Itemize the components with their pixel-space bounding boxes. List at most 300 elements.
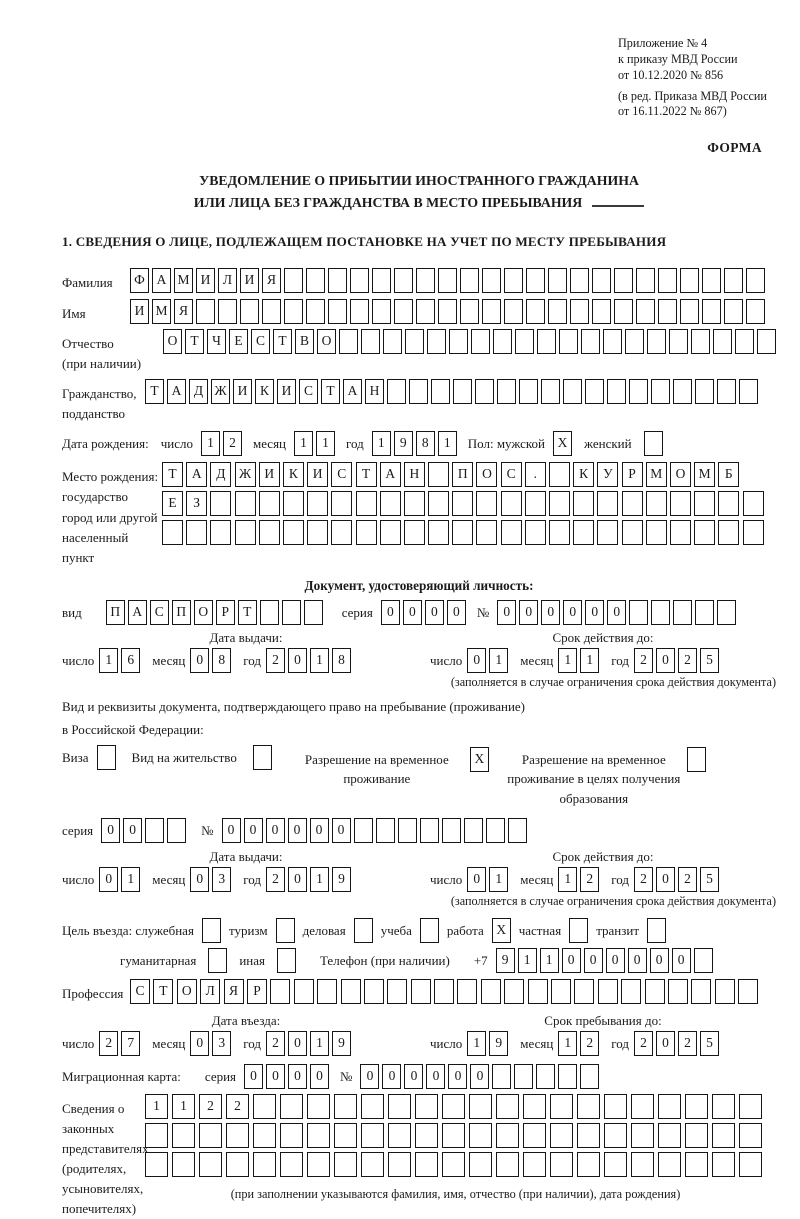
char-cell[interactable]	[551, 979, 571, 1004]
char-cell[interactable]: О	[177, 979, 197, 1004]
char-cell[interactable]: 0	[584, 948, 603, 973]
char-cell[interactable]	[317, 979, 337, 1004]
char-cell[interactable]: Д	[189, 379, 208, 404]
char-cell[interactable]: А	[186, 462, 207, 487]
char-cell[interactable]	[186, 520, 207, 545]
char-cell[interactable]: Р	[216, 600, 235, 625]
char-cell[interactable]: 1	[172, 1094, 195, 1119]
char-cell[interactable]	[202, 918, 221, 943]
char-cell[interactable]	[172, 1152, 195, 1177]
char-cell[interactable]	[405, 329, 424, 354]
char-cell[interactable]	[438, 268, 457, 293]
char-cell[interactable]: Т	[273, 329, 292, 354]
char-cell[interactable]	[549, 491, 570, 516]
char-cell[interactable]: 0	[360, 1064, 379, 1089]
char-cell[interactable]	[196, 299, 215, 324]
char-cell[interactable]: 2	[678, 867, 697, 892]
char-cell[interactable]	[476, 520, 497, 545]
char-cell[interactable]	[528, 979, 548, 1004]
char-cell[interactable]: Ф	[130, 268, 149, 293]
char-cell[interactable]	[460, 268, 479, 293]
char-cell[interactable]: И	[240, 268, 259, 293]
char-cell[interactable]: 0	[426, 1064, 445, 1089]
char-cell[interactable]	[523, 1123, 546, 1148]
char-cell[interactable]: С	[150, 600, 169, 625]
char-cell[interactable]	[743, 491, 764, 516]
char-cell[interactable]: Д	[210, 462, 231, 487]
char-cell[interactable]	[284, 299, 303, 324]
char-cell[interactable]: О	[670, 462, 691, 487]
char-cell[interactable]	[218, 299, 237, 324]
char-cell[interactable]: 9	[496, 948, 515, 973]
char-cell[interactable]	[668, 979, 688, 1004]
char-cell[interactable]	[685, 1094, 708, 1119]
char-cell[interactable]	[253, 1152, 276, 1177]
char-cell[interactable]	[585, 379, 604, 404]
char-cell[interactable]: В	[295, 329, 314, 354]
char-cell[interactable]	[581, 329, 600, 354]
char-cell[interactable]	[427, 329, 446, 354]
char-cell[interactable]: 1	[489, 648, 508, 673]
char-cell[interactable]: 0	[190, 648, 209, 673]
char-cell[interactable]	[449, 329, 468, 354]
char-cell[interactable]: А	[343, 379, 362, 404]
char-cell[interactable]	[496, 1123, 519, 1148]
char-cell[interactable]	[409, 379, 428, 404]
char-cell[interactable]: 8	[416, 431, 435, 456]
char-cell[interactable]	[442, 1152, 465, 1177]
char-cell[interactable]	[712, 1152, 735, 1177]
char-cell[interactable]: О	[317, 329, 336, 354]
char-cell[interactable]	[354, 918, 373, 943]
char-cell[interactable]: С	[331, 462, 352, 487]
char-cell[interactable]: 1	[310, 1031, 329, 1056]
char-cell[interactable]	[328, 299, 347, 324]
char-cell[interactable]: О	[194, 600, 213, 625]
purpose-tourism-checkbox[interactable]	[276, 918, 295, 943]
char-cell[interactable]	[383, 329, 402, 354]
char-cell[interactable]: 0	[123, 818, 142, 843]
char-cell[interactable]	[713, 329, 732, 354]
char-cell[interactable]: 1	[99, 648, 118, 673]
char-cell[interactable]	[670, 520, 691, 545]
char-cell[interactable]	[145, 1123, 168, 1148]
char-cell[interactable]: 0	[606, 948, 625, 973]
char-cell[interactable]: 5	[700, 867, 719, 892]
char-cell[interactable]	[404, 491, 425, 516]
char-cell[interactable]: А	[167, 379, 186, 404]
char-cell[interactable]	[570, 268, 589, 293]
char-cell[interactable]: 2	[266, 867, 285, 892]
char-cell[interactable]	[457, 979, 477, 1004]
char-cell[interactable]	[307, 1123, 330, 1148]
char-cell[interactable]	[550, 1094, 573, 1119]
char-cell[interactable]	[145, 1152, 168, 1177]
char-cell[interactable]	[235, 491, 256, 516]
char-cell[interactable]	[631, 1123, 654, 1148]
char-cell[interactable]: Е	[162, 491, 183, 516]
char-cell[interactable]	[550, 1152, 573, 1177]
char-cell[interactable]	[210, 520, 231, 545]
char-cell[interactable]	[276, 918, 295, 943]
char-cell[interactable]: 1	[489, 867, 508, 892]
char-cell[interactable]	[226, 1123, 249, 1148]
char-cell[interactable]	[636, 268, 655, 293]
char-cell[interactable]: 9	[394, 431, 413, 456]
char-cell[interactable]	[253, 745, 272, 770]
char-cell[interactable]	[724, 268, 743, 293]
char-cell[interactable]	[574, 979, 594, 1004]
char-cell[interactable]: 8	[332, 648, 351, 673]
char-cell[interactable]	[471, 329, 490, 354]
char-cell[interactable]	[573, 491, 594, 516]
char-cell[interactable]	[253, 1094, 276, 1119]
char-cell[interactable]	[644, 431, 663, 456]
char-cell[interactable]: 0	[519, 600, 538, 625]
purpose-humanitarian-checkbox[interactable]	[208, 948, 227, 973]
purpose-other-checkbox[interactable]	[277, 948, 296, 973]
char-cell[interactable]	[614, 268, 633, 293]
temp-permit-checkbox[interactable]	[470, 747, 489, 772]
char-cell[interactable]	[691, 979, 711, 1004]
char-cell[interactable]: 0	[190, 867, 209, 892]
char-cell[interactable]: 2	[266, 1031, 285, 1056]
purpose-study-checkbox[interactable]	[420, 918, 439, 943]
char-cell[interactable]	[658, 1094, 681, 1119]
char-cell[interactable]	[496, 1152, 519, 1177]
char-cell[interactable]: Б	[718, 462, 739, 487]
char-cell[interactable]: 3	[212, 867, 231, 892]
char-cell[interactable]: И	[196, 268, 215, 293]
char-cell[interactable]	[757, 329, 776, 354]
char-cell[interactable]: А	[128, 600, 147, 625]
char-cell[interactable]: 0	[190, 1031, 209, 1056]
char-cell[interactable]: 1	[558, 648, 577, 673]
char-cell[interactable]	[549, 520, 570, 545]
char-cell[interactable]	[469, 1094, 492, 1119]
char-cell[interactable]	[380, 491, 401, 516]
char-cell[interactable]: 0	[404, 1064, 423, 1089]
char-cell[interactable]	[496, 1094, 519, 1119]
char-cell[interactable]	[647, 329, 666, 354]
char-cell[interactable]: 1	[540, 948, 559, 973]
char-cell[interactable]	[280, 1152, 303, 1177]
char-cell[interactable]	[592, 268, 611, 293]
char-cell[interactable]	[259, 520, 280, 545]
char-cell[interactable]: И	[259, 462, 280, 487]
char-cell[interactable]: 0	[650, 948, 669, 973]
char-cell[interactable]: И	[277, 379, 296, 404]
char-cell[interactable]: 0	[467, 867, 486, 892]
sex-female-checkbox[interactable]	[644, 431, 663, 456]
char-cell[interactable]: 0	[266, 1064, 285, 1089]
char-cell[interactable]	[604, 1152, 627, 1177]
char-cell[interactable]: О	[476, 462, 497, 487]
char-cell[interactable]	[350, 268, 369, 293]
char-cell[interactable]	[738, 979, 758, 1004]
char-cell[interactable]: 0	[288, 867, 307, 892]
char-cell[interactable]	[339, 329, 358, 354]
char-cell[interactable]	[356, 491, 377, 516]
char-cell[interactable]	[334, 1123, 357, 1148]
char-cell[interactable]	[645, 979, 665, 1004]
char-cell[interactable]	[548, 299, 567, 324]
char-cell[interactable]	[631, 1152, 654, 1177]
char-cell[interactable]	[415, 1123, 438, 1148]
char-cell[interactable]	[394, 299, 413, 324]
char-cell[interactable]	[622, 520, 643, 545]
char-cell[interactable]: 2	[634, 648, 653, 673]
char-cell[interactable]	[356, 520, 377, 545]
char-cell[interactable]: 1	[201, 431, 220, 456]
char-cell[interactable]	[240, 299, 259, 324]
char-cell[interactable]: 2	[580, 867, 599, 892]
char-cell[interactable]: 0	[425, 600, 444, 625]
char-cell[interactable]: Ж	[211, 379, 230, 404]
char-cell[interactable]: 0	[381, 600, 400, 625]
char-cell[interactable]	[415, 1094, 438, 1119]
char-cell[interactable]	[525, 491, 546, 516]
char-cell[interactable]	[597, 491, 618, 516]
char-cell[interactable]	[283, 491, 304, 516]
visa-checkbox[interactable]	[97, 745, 116, 770]
char-cell[interactable]	[361, 1152, 384, 1177]
char-cell[interactable]	[306, 299, 325, 324]
char-cell[interactable]	[592, 299, 611, 324]
char-cell[interactable]	[235, 520, 256, 545]
char-cell[interactable]: 0	[101, 818, 120, 843]
char-cell[interactable]	[307, 1152, 330, 1177]
char-cell[interactable]	[569, 918, 588, 943]
char-cell[interactable]	[715, 979, 735, 1004]
char-cell[interactable]	[162, 520, 183, 545]
char-cell[interactable]	[307, 520, 328, 545]
char-cell[interactable]	[504, 979, 524, 1004]
char-cell[interactable]	[388, 1094, 411, 1119]
char-cell[interactable]	[712, 1123, 735, 1148]
char-cell[interactable]	[597, 520, 618, 545]
char-cell[interactable]: 0	[563, 600, 582, 625]
char-cell[interactable]	[694, 491, 715, 516]
char-cell[interactable]: 1	[145, 1094, 168, 1119]
char-cell[interactable]: С	[130, 979, 150, 1004]
char-cell[interactable]: X	[492, 918, 511, 943]
char-cell[interactable]	[442, 818, 461, 843]
char-cell[interactable]	[577, 1152, 600, 1177]
char-cell[interactable]: 1	[316, 431, 335, 456]
char-cell[interactable]	[558, 1064, 577, 1089]
char-cell[interactable]: 1	[438, 431, 457, 456]
char-cell[interactable]	[331, 520, 352, 545]
char-cell[interactable]: 9	[489, 1031, 508, 1056]
char-cell[interactable]	[476, 491, 497, 516]
char-cell[interactable]	[631, 1094, 654, 1119]
char-cell[interactable]: 0	[99, 867, 118, 892]
char-cell[interactable]	[504, 268, 523, 293]
char-cell[interactable]	[442, 1123, 465, 1148]
purpose-private-checkbox[interactable]	[569, 918, 588, 943]
char-cell[interactable]	[361, 1094, 384, 1119]
char-cell[interactable]: 2	[99, 1031, 118, 1056]
char-cell[interactable]	[658, 1123, 681, 1148]
char-cell[interactable]: 0	[467, 648, 486, 673]
char-cell[interactable]	[411, 979, 431, 1004]
char-cell[interactable]: Т	[185, 329, 204, 354]
char-cell[interactable]	[536, 1064, 555, 1089]
char-cell[interactable]	[658, 1152, 681, 1177]
char-cell[interactable]: 0	[222, 818, 241, 843]
char-cell[interactable]: М	[152, 299, 171, 324]
char-cell[interactable]: 0	[244, 1064, 263, 1089]
char-cell[interactable]: 0	[332, 818, 351, 843]
char-cell[interactable]	[481, 979, 501, 1004]
char-cell[interactable]	[514, 1064, 533, 1089]
char-cell[interactable]	[622, 491, 643, 516]
char-cell[interactable]	[304, 600, 323, 625]
char-cell[interactable]	[388, 1123, 411, 1148]
char-cell[interactable]	[199, 1123, 222, 1148]
char-cell[interactable]	[712, 1094, 735, 1119]
char-cell[interactable]: 0	[288, 1031, 307, 1056]
char-cell[interactable]: И	[307, 462, 328, 487]
char-cell[interactable]	[670, 491, 691, 516]
char-cell[interactable]: Т	[162, 462, 183, 487]
char-cell[interactable]	[460, 299, 479, 324]
char-cell[interactable]: С	[251, 329, 270, 354]
char-cell[interactable]: 0	[562, 948, 581, 973]
char-cell[interactable]: 0	[310, 818, 329, 843]
char-cell[interactable]: П	[452, 462, 473, 487]
char-cell[interactable]: М	[174, 268, 193, 293]
char-cell[interactable]: И	[233, 379, 252, 404]
char-cell[interactable]: Л	[218, 268, 237, 293]
char-cell[interactable]	[469, 1123, 492, 1148]
char-cell[interactable]	[253, 1123, 276, 1148]
char-cell[interactable]	[442, 1094, 465, 1119]
char-cell[interactable]	[598, 979, 618, 1004]
char-cell[interactable]	[492, 1064, 511, 1089]
char-cell[interactable]	[501, 491, 522, 516]
char-cell[interactable]: 5	[700, 1031, 719, 1056]
char-cell[interactable]	[260, 600, 279, 625]
char-cell[interactable]: 1	[518, 948, 537, 973]
char-cell[interactable]: Т	[356, 462, 377, 487]
char-cell[interactable]: Ж	[235, 462, 256, 487]
char-cell[interactable]	[277, 948, 296, 973]
char-cell[interactable]: 9	[332, 1031, 351, 1056]
char-cell[interactable]	[280, 1123, 303, 1148]
char-cell[interactable]	[549, 462, 570, 487]
char-cell[interactable]: Я	[174, 299, 193, 324]
char-cell[interactable]: С	[299, 379, 318, 404]
char-cell[interactable]	[702, 299, 721, 324]
char-cell[interactable]	[673, 600, 692, 625]
char-cell[interactable]	[629, 600, 648, 625]
char-cell[interactable]: Л	[200, 979, 220, 1004]
char-cell[interactable]	[739, 1094, 762, 1119]
char-cell[interactable]	[372, 268, 391, 293]
char-cell[interactable]: 0	[470, 1064, 489, 1089]
char-cell[interactable]	[739, 1123, 762, 1148]
char-cell[interactable]	[464, 818, 483, 843]
char-cell[interactable]	[743, 520, 764, 545]
char-cell[interactable]: 0	[497, 600, 516, 625]
char-cell[interactable]: 2	[634, 867, 653, 892]
char-cell[interactable]	[746, 299, 765, 324]
char-cell[interactable]: И	[130, 299, 149, 324]
char-cell[interactable]	[577, 1094, 600, 1119]
char-cell[interactable]: М	[694, 462, 715, 487]
char-cell[interactable]: 5	[700, 648, 719, 673]
char-cell[interactable]: 0	[607, 600, 626, 625]
edu-permit-checkbox[interactable]	[687, 747, 706, 772]
char-cell[interactable]	[307, 491, 328, 516]
char-cell[interactable]	[559, 329, 578, 354]
char-cell[interactable]	[434, 979, 454, 1004]
char-cell[interactable]	[603, 329, 622, 354]
char-cell[interactable]	[735, 329, 754, 354]
char-cell[interactable]	[541, 379, 560, 404]
char-cell[interactable]	[669, 329, 688, 354]
char-cell[interactable]	[270, 979, 290, 1004]
char-cell[interactable]: З	[186, 491, 207, 516]
char-cell[interactable]	[283, 520, 304, 545]
char-cell[interactable]	[573, 520, 594, 545]
char-cell[interactable]	[350, 299, 369, 324]
char-cell[interactable]	[452, 491, 473, 516]
char-cell[interactable]	[651, 379, 670, 404]
char-cell[interactable]: 0	[310, 1064, 329, 1089]
char-cell[interactable]	[548, 268, 567, 293]
char-cell[interactable]	[694, 948, 713, 973]
char-cell[interactable]: 3	[212, 1031, 231, 1056]
char-cell[interactable]: 1	[121, 867, 140, 892]
char-cell[interactable]: 2	[223, 431, 242, 456]
char-cell[interactable]	[341, 979, 361, 1004]
char-cell[interactable]	[717, 379, 736, 404]
char-cell[interactable]: 0	[403, 600, 422, 625]
residence-permit-checkbox[interactable]	[253, 745, 272, 770]
char-cell[interactable]	[525, 520, 546, 545]
char-cell[interactable]	[431, 379, 450, 404]
char-cell[interactable]	[482, 299, 501, 324]
char-cell[interactable]	[515, 329, 534, 354]
char-cell[interactable]: 1	[310, 648, 329, 673]
char-cell[interactable]: Т	[153, 979, 173, 1004]
char-cell[interactable]: Н	[365, 379, 384, 404]
char-cell[interactable]	[550, 1123, 573, 1148]
char-cell[interactable]: 0	[656, 648, 675, 673]
char-cell[interactable]: 2	[678, 1031, 697, 1056]
char-cell[interactable]	[739, 1152, 762, 1177]
char-cell[interactable]	[328, 268, 347, 293]
char-cell[interactable]	[364, 979, 384, 1004]
char-cell[interactable]: 0	[382, 1064, 401, 1089]
char-cell[interactable]: С	[501, 462, 522, 487]
char-cell[interactable]	[416, 299, 435, 324]
char-cell[interactable]: 0	[541, 600, 560, 625]
char-cell[interactable]	[380, 520, 401, 545]
char-cell[interactable]	[394, 268, 413, 293]
char-cell[interactable]	[361, 329, 380, 354]
char-cell[interactable]: 0	[448, 1064, 467, 1089]
char-cell[interactable]: 0	[266, 818, 285, 843]
char-cell[interactable]	[428, 520, 449, 545]
char-cell[interactable]: 0	[672, 948, 691, 973]
char-cell[interactable]	[306, 268, 325, 293]
char-cell[interactable]: Т	[238, 600, 257, 625]
char-cell[interactable]	[387, 979, 407, 1004]
